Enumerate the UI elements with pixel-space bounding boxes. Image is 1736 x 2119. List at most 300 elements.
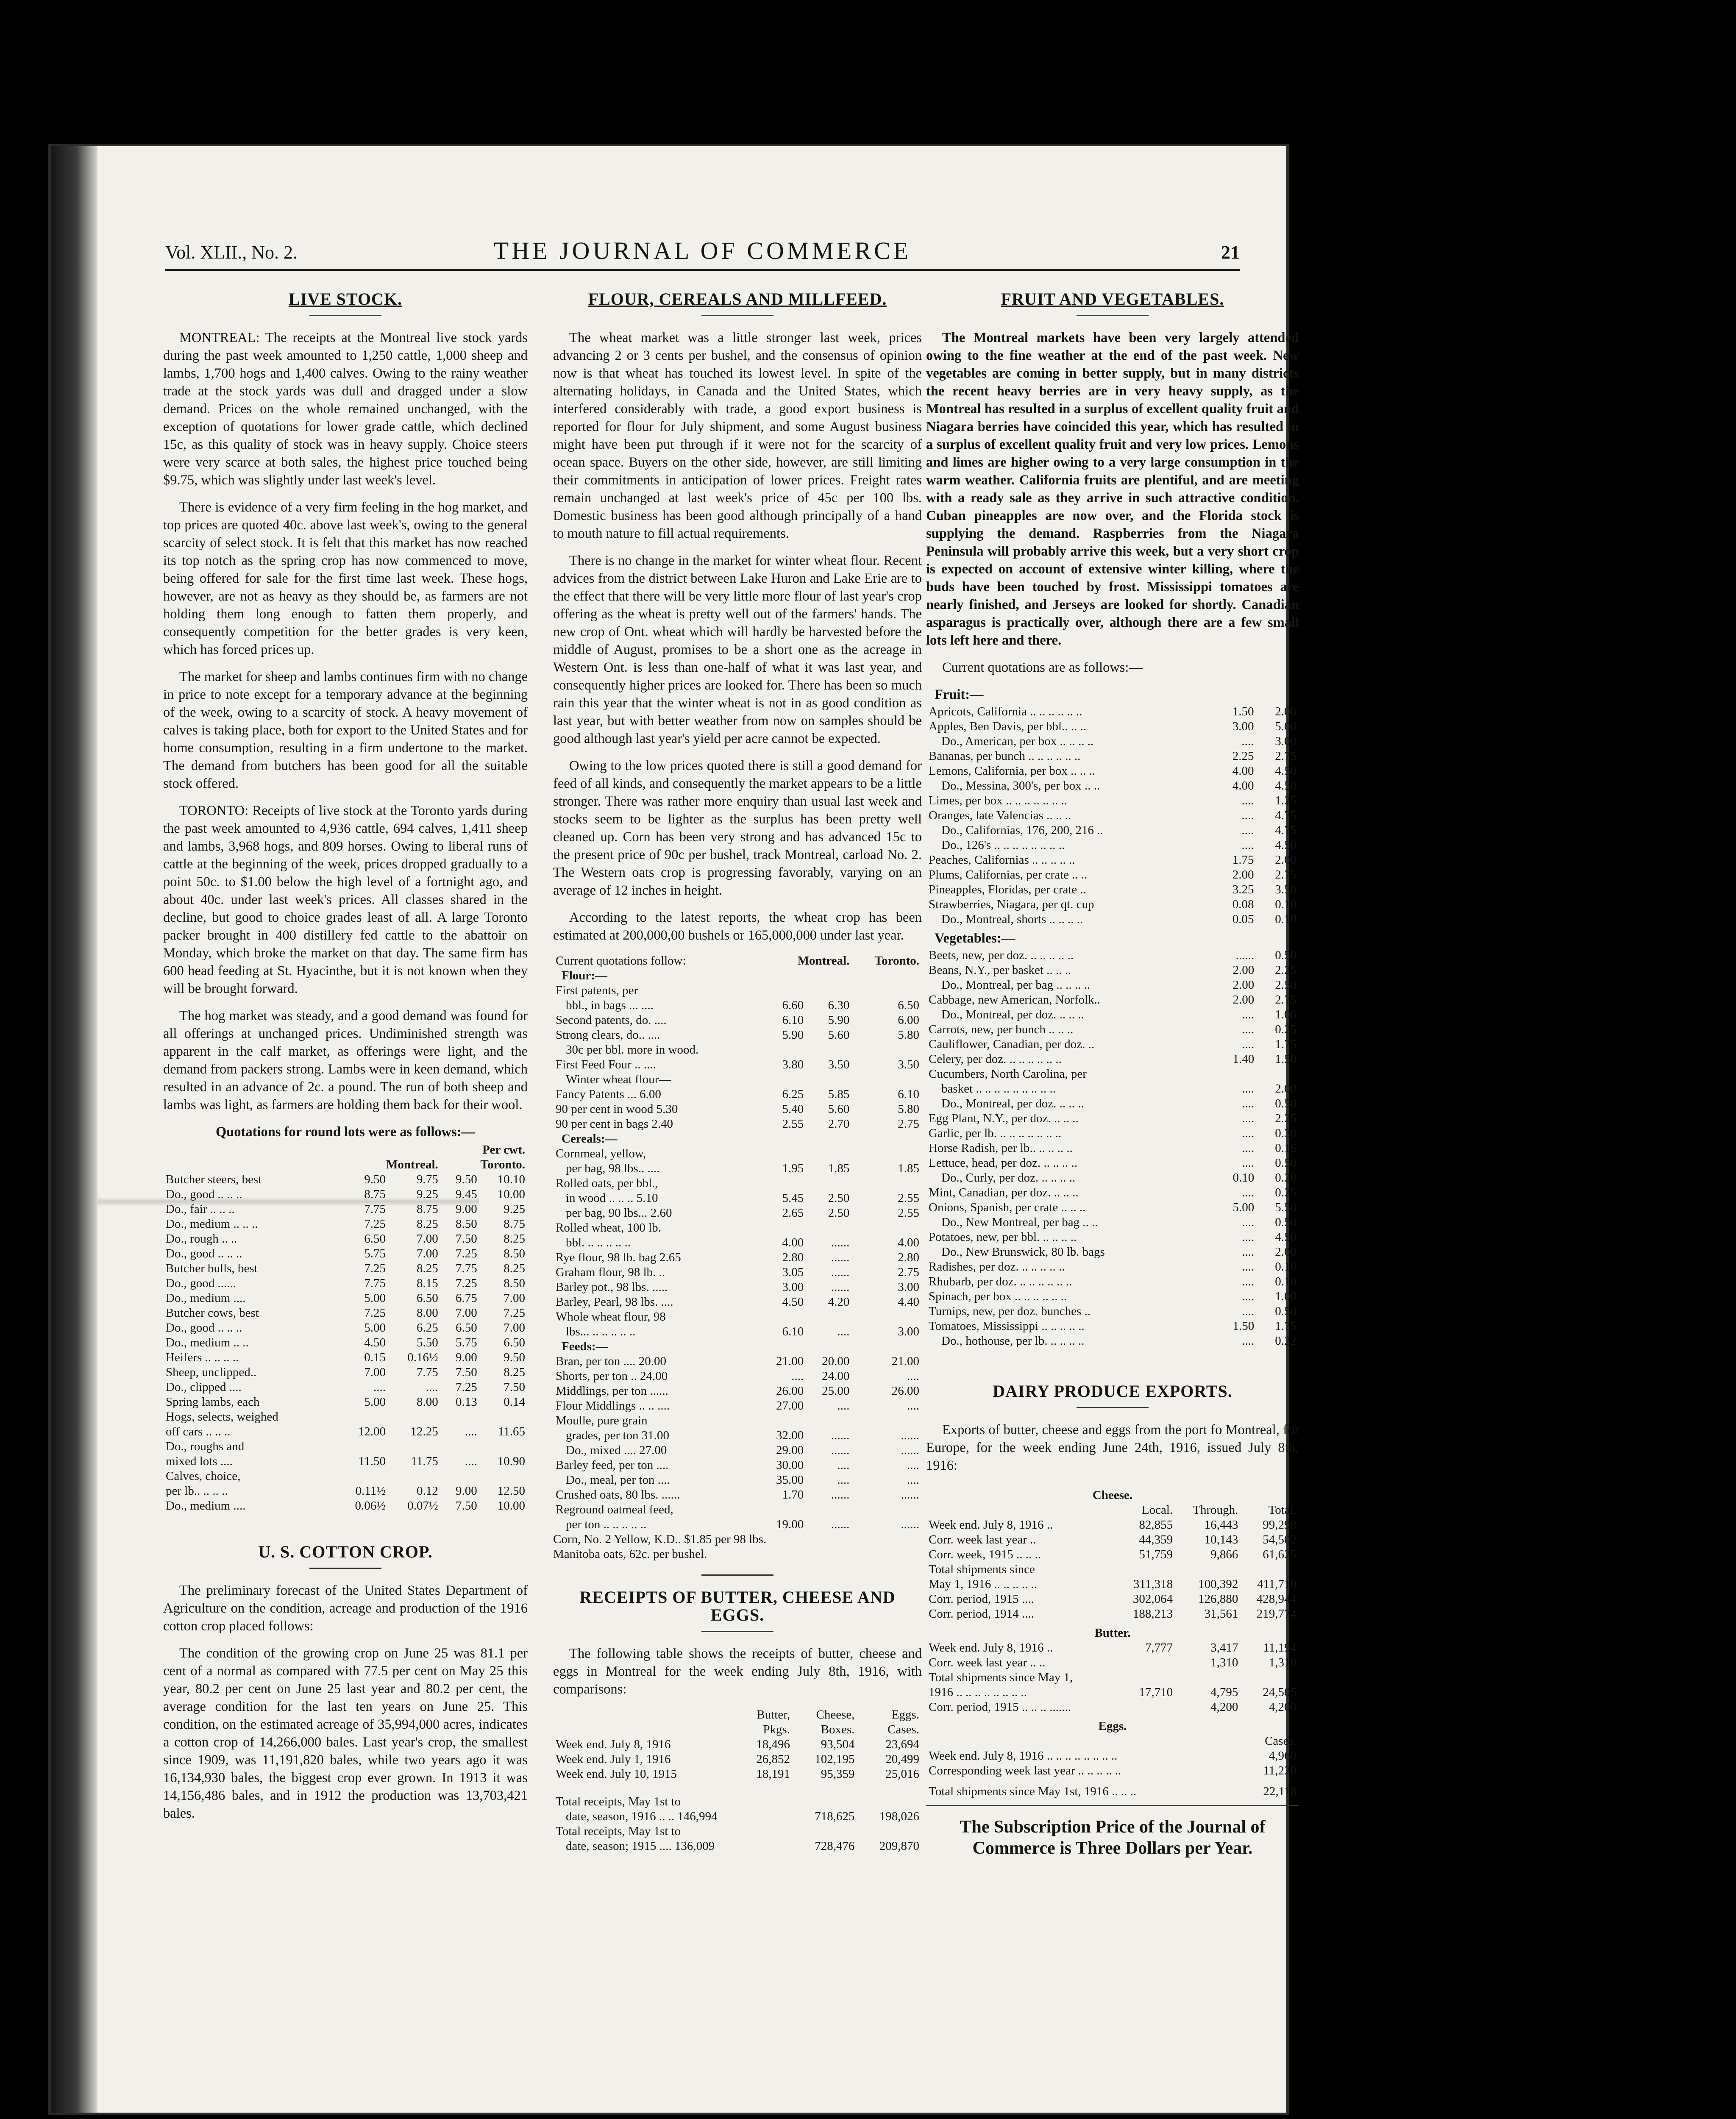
row-label: off cars .. .. .. [166,1425,231,1438]
row-label: Flour Middlings .. .. .... [556,1399,670,1413]
value-cell: 51,759 [1139,1548,1173,1561]
price-cell: .... [465,1454,477,1468]
price-cell: .... [837,1458,850,1472]
price-cell: 5.90 [782,1028,804,1042]
price-cell: 8.75 [504,1217,525,1231]
table-row [163,1424,528,1439]
table-row [553,1354,922,1369]
subheading-row [926,1484,1299,1503]
price-cell [806,1043,852,1057]
price-cell: 11.75 [411,1454,438,1468]
row-label: Lemons, California, per box .. .. .. [929,764,1096,778]
table-row [926,882,1299,897]
price-cell: 7.75 [456,1262,477,1275]
row-label: lbs... .. .. .. .. .. [566,1325,636,1338]
price-cell: 12.25 [410,1425,438,1438]
table-row [553,1072,922,1087]
price-cell: 8.50 [456,1217,477,1231]
value-cell: 54,502 [1263,1533,1296,1546]
table-row [163,1454,528,1469]
price-cell: 4.50 [1275,779,1296,793]
table-row [553,1295,922,1310]
row-label: basket .. .. .. .. .. .. .. .. .. [941,1082,1056,1096]
row-label: Onions, Spanish, per crate .. .. .. [929,1201,1086,1214]
column-header: Total. [1268,1503,1296,1517]
price-cell: 9.45 [456,1187,477,1201]
row-label: Bananas, per bunch .. .. .. .. .. .. [929,749,1081,763]
row-label: Rye flour, 98 lb. bag 2.65 [556,1251,681,1264]
price-cell [806,1146,852,1161]
price-cell: .... [1242,1082,1255,1096]
value-cell: 31,561 [1204,1607,1238,1621]
row-label: per bag, 98 lbs.. .... [566,1162,660,1175]
price-cell: 2.80 [898,1251,919,1264]
row-label: Corr. period, 1914 .... [929,1607,1034,1621]
price-cell: 2.55 [898,1191,919,1205]
price-cell: 3.05 [782,1265,804,1279]
row-label: Mint, Canadian, per doz. .. .. .. [929,1186,1079,1199]
row-label: Do., clipped .... [166,1380,242,1394]
price-cell: 2.50 [828,1206,850,1220]
table-subheading: Eggs. [1098,1719,1127,1733]
price-cell: .... [837,1399,850,1413]
row-label: per bag, 90 lbs... 2.60 [566,1206,672,1220]
column-header [926,1734,1241,1749]
table-row [926,838,1299,853]
price-cell [852,1339,922,1354]
price-cell: .... [1242,1097,1255,1110]
value-cell: 20,499 [885,1752,919,1766]
price-cell [388,1410,441,1424]
row-label: Fancy Patents ... 6.00 [556,1087,661,1101]
price-cell: .... [1242,1334,1255,1348]
table-row [553,1517,922,1532]
price-cell: .... [1241,838,1254,852]
row-label: Do., medium .. .. .. [166,1217,258,1231]
price-cell: 5.50 [417,1336,438,1349]
table-row [553,1384,922,1399]
price-cell: 2.25 [1275,1112,1296,1125]
price-cell: .... [1242,1275,1255,1288]
price-cell: .... [1242,1037,1255,1051]
row-label: Do., medium .... [166,1499,246,1513]
column-header-toronto: Toronto. [874,954,919,968]
row-label: Do., American, per box .. .. .. .. [941,734,1094,748]
fruit-heading: FRUIT AND VEGETABLES. [1001,289,1224,309]
row-label: date, season, 1916 .. .. 146,994 [566,1810,718,1823]
table-row [926,1655,1299,1670]
total-row [553,1824,922,1839]
fruit-table [926,704,1299,927]
price-cell: .... [1242,1215,1255,1229]
row-label: First patents, per [556,984,638,997]
price-cell: ...... [831,1251,850,1264]
heading-rule [1077,315,1149,316]
row-label: Beans, N.Y., per basket .. .. .. [929,963,1071,977]
price-cell: 7.00 [456,1306,477,1320]
table-row [163,1395,528,1410]
unit-header: Per cwt. [482,1143,525,1157]
price-cell: .... [1242,1008,1255,1021]
row-label: First Feed Four .. .... [556,1058,656,1071]
row-label: Do., good .. .. .. [166,1187,242,1201]
price-cell: 5.00 [1232,1201,1255,1214]
table-row [163,1410,528,1424]
row-label: Winter wheat flour— [566,1073,671,1086]
price-cell: 4.00 [782,1236,804,1249]
table-row [926,1289,1299,1304]
column-header-toronto: Toronto. [480,1158,525,1171]
value-cell: 1,310 [1269,1656,1296,1669]
price-cell: 1.85 [898,1162,919,1175]
total-label: Total receipts, May 1st to [556,1824,681,1838]
row-label: Do., Montreal, shorts .. .. .. .. [941,912,1083,926]
table-row [926,823,1299,838]
row-label: Rolled wheat, 100 lb. [556,1221,661,1235]
dairy-intro: Exports of butter, cheese and eggs from the port fo Montreal, for Europe, for the week ending June 24th, 1916, issued July 8th, 1916: [926,1422,1299,1473]
row-label: in wood .. .. .. 5.10 [566,1191,658,1205]
row-label: Turnips, new, per doz. bunches .. [929,1304,1091,1318]
row-label: Carrots, new, per bunch .. .. .. [929,1023,1074,1036]
table-row [553,1087,922,1102]
price-cell [806,1339,852,1354]
cotton-heading: U. S. COTTON CROP. [258,1542,433,1561]
price-cell: 5.85 [828,1087,850,1101]
value-cell: 18,496 [756,1738,790,1751]
price-cell: 8.50 [504,1247,525,1260]
row-label: Cauliflower, Canadian, per doz. .. [929,1037,1095,1051]
value-cell: 9,866 [1210,1548,1238,1561]
table-row [553,1488,922,1502]
page-binding-edge [51,146,97,2113]
row-label: Do., Curly, per doz. .. .. .. .. [941,1171,1076,1185]
table-subheading: Cheese. [1092,1488,1133,1502]
row-label: Horse Radish, per lb.. .. .. .. .. [929,1141,1073,1155]
price-cell: ...... [901,1488,919,1502]
price-cell: 30.00 [776,1458,804,1472]
value-cell: 126,880 [1198,1592,1238,1606]
price-cell: 0.50 [1275,1097,1296,1110]
price-cell: 25.00 [822,1384,850,1398]
table-row [926,1126,1299,1141]
fruit-quotations-intro: Current quotations are as follows:— [942,660,1143,675]
table-row [926,1274,1299,1289]
price-cell: .... [1242,1230,1255,1244]
value-cell: 102,195 [815,1752,855,1766]
price-cell: 7.25 [364,1306,386,1320]
price-cell: 1.75 [1275,1037,1296,1051]
row-label: Middlings, per ton ...... [556,1384,668,1398]
price-cell: .... [1242,1141,1255,1155]
flour-paragraph: The wheat market was a little stronger last week, prices advancing 2 or 3 cents per bushel, and the consensus of opinion now is that wheat has touched its lowest level. In spite of the alternating holidays, in Canada and the United States, which interfered considerably with trade, a good export business is reported for flour for July shipment, and some August business might have been put through if it were not for the scarcity of ocean space. Buyers on the other side, however, are still limiting their commitments in anticipation of lower prices. Freight rates remain unchanged at last week's price of 45c per 100 lbs. Domestic business has been good although principally of a hand to mouth nature to fill actual requirements. [553,330,922,541]
price-cell: ...... [831,1280,850,1294]
price-cell: 1.25 [1275,794,1296,807]
price-cell [760,1072,806,1087]
table-row [553,1428,922,1443]
price-cell: 7.00 [417,1232,438,1246]
row-label: Second patents, do. .... [556,1013,667,1027]
dairy-heading: DAIRY PRODUCE EXPORTS. [993,1382,1232,1401]
table-header [336,1143,441,1157]
price-cell: 4.20 [828,1295,850,1309]
row-label: Barley pot., 98 lbs. ..... [556,1280,668,1294]
price-cell: 6.75 [456,1291,477,1305]
price-cell: 3.50 [1275,883,1296,896]
row-label: Whole wheat flour, 98 [556,1310,666,1324]
price-cell: 2.00 [1232,868,1254,882]
table-row [926,993,1299,1007]
value-cell: 311,318 [1133,1577,1173,1591]
column-header [553,1722,736,1737]
price-cell: 1.85 [828,1162,850,1175]
price-cell [760,1146,806,1161]
row-label: Graham flour, 98 lb. .. [556,1265,665,1279]
value-cell: 24,505 [1263,1685,1296,1699]
price-cell: 2.50 [1275,978,1296,992]
price-cell [806,968,852,983]
price-cell: 21.00 [776,1354,804,1368]
price-cell: 8.75 [364,1187,386,1201]
table-row [926,1200,1299,1215]
column-header-montreal: Montreal. [797,954,850,968]
table-row [926,868,1299,882]
price-cell [806,1132,852,1146]
price-cell: 0.07½ [407,1499,438,1513]
price-cell: 8.15 [417,1276,438,1290]
price-cell [806,983,852,998]
row-label: Garlic, per lb. .. .. .. .. .. .. .. [929,1126,1062,1140]
row-label: Do., meal, per ton .... [566,1473,670,1487]
live-stock-table [163,1143,528,1513]
vegetables-subheading: Vegetables:— [935,931,1015,946]
section-rule [701,1574,773,1576]
value-cell: 26,852 [756,1752,790,1766]
price-cell: 2.50 [828,1191,850,1205]
row-label: grades, per ton 31.00 [566,1429,670,1442]
table-row [926,1171,1299,1185]
table-row [553,1737,922,1752]
price-cell: 5.80 [898,1102,919,1116]
table-subheading: Butter. [1094,1626,1131,1640]
price-cell: 11.50 [358,1454,386,1468]
table-row [163,1335,528,1350]
value-cell: 44,359 [1139,1533,1173,1546]
price-cell: 0.10 [1232,1171,1255,1185]
price-cell [336,1469,388,1484]
table-row [553,1117,922,1132]
price-cell: 3.00 [1232,720,1254,733]
row-label: Barley feed, per ton .... [556,1458,669,1472]
price-cell [852,1132,922,1146]
table-row [926,1007,1299,1022]
price-cell: 1.75 [1232,853,1254,867]
price-cell: 9.00 [456,1202,477,1216]
row-label: Do., Californias, 176, 200, 216 .. [941,823,1103,837]
row-label: Do., Montreal, per bag .. .. .. .. [941,978,1091,992]
price-cell: 4.40 [898,1295,919,1309]
value-cell: 4,960 [1269,1749,1296,1763]
row-label: Potatoes, new, per bbl. .. .. .. .. [929,1230,1077,1244]
table-row [163,1202,528,1217]
price-cell: .... [1242,1260,1255,1274]
price-cell: 7.00 [417,1247,438,1260]
column-header [553,1707,736,1722]
value-cell: 411,710 [1257,1577,1296,1591]
value-cell: 82,855 [1139,1518,1173,1532]
manitoba-quote: Manitoba oats, 62c. per bushel. [553,1547,707,1561]
fruit-subheading: Fruit:— [935,687,984,702]
row-label: bbl. .. .. .. .. .. [566,1236,631,1249]
row-label: Lettuce, head, per doz. .. .. .. .. [929,1156,1078,1170]
row-label: 30c per bbl. more in wood. [566,1043,699,1057]
table-row [553,1221,922,1235]
price-cell: 5.60 [828,1102,850,1116]
price-cell [760,1221,806,1235]
value-cell: 10,143 [1204,1533,1238,1546]
newspaper-page [51,146,1299,2113]
table-row [553,1265,922,1280]
price-cell [852,1221,922,1235]
price-cell: 2.75 [898,1265,919,1279]
table-row [926,1037,1299,1052]
row-label: Butcher steers, best [166,1173,262,1186]
flour-table [553,954,922,1532]
table-row [926,1592,1299,1607]
subheading-row [926,1621,1299,1641]
row-label: Butcher bulls, best [166,1262,258,1275]
table-header-row [553,1707,922,1722]
row-label: Do., Montreal, per doz. .. .. .. [941,1008,1084,1021]
dairy-table [926,1484,1299,1799]
price-cell: 6.25 [782,1087,804,1101]
price-cell: 0.16 [1275,1141,1296,1155]
table-row [553,1502,922,1517]
value-cell: 7,777 [1145,1641,1173,1655]
table-row [553,1057,922,1072]
value-cell: 17,710 [1139,1685,1173,1699]
price-cell: .... [907,1369,919,1383]
price-cell: .... [1242,1112,1255,1125]
table-row [553,1280,922,1295]
table-row [926,912,1299,927]
value-cell: 18,191 [756,1767,790,1781]
price-cell: 9.25 [504,1202,525,1216]
price-cell: 6.10 [782,1325,804,1338]
price-cell: 0.10 [1275,1275,1296,1288]
table-row [163,1261,528,1276]
price-cell: 2.00 [1232,963,1255,977]
table-row [553,1339,922,1354]
column-header: Boxes. [821,1723,855,1736]
table-row [553,1132,922,1146]
vegetables-table [926,948,1299,1349]
table-row [926,1607,1299,1621]
row-label: Do., medium .. .. [166,1336,249,1349]
price-cell: 0.50 [1275,1304,1296,1318]
table-row [163,1276,528,1291]
table-row [926,1763,1299,1778]
table-row [926,1319,1299,1334]
price-cell [760,968,806,983]
column-header: Local. [1141,1503,1173,1517]
price-cell: 12.50 [497,1484,525,1498]
price-cell [441,1439,480,1454]
price-cell: 0.25 [1275,1186,1296,1199]
column-header-montreal: Montreal. [386,1158,438,1171]
subheading-row [926,1715,1299,1734]
price-cell [852,1310,922,1324]
price-cell: .... [907,1458,919,1472]
value-cell: 428,944 [1256,1592,1296,1606]
price-cell: 3.25 [1232,883,1254,896]
row-label: Cornmeal, yellow, [556,1147,646,1160]
price-cell: 6.50 [504,1336,525,1349]
price-cell: ...... [831,1429,850,1442]
row-label: Hogs, selects, weighed [166,1410,278,1424]
column-left [163,286,528,1832]
price-cell [760,983,806,998]
price-cell: 0.20 [1275,1171,1296,1185]
price-cell [852,968,922,983]
price-cell: 3.50 [898,1058,919,1071]
row-label: Week end. July 8, 1916 .. [929,1641,1053,1655]
price-cell: 7.00 [504,1321,525,1335]
price-cell: .... [907,1473,919,1487]
price-cell [852,1072,922,1087]
table-row [926,704,1299,719]
row-label: Crushed oats, 80 lbs. ...... [556,1488,680,1502]
price-cell [441,1469,480,1484]
receipts-heading: RECEIPTS OF BUTTER, CHEESE AND EGGS. [579,1588,896,1624]
price-cell [806,1221,852,1235]
row-label: Sheep, unclipped.. [166,1365,257,1379]
price-cell: 8.25 [504,1232,525,1246]
value-cell: 23,694 [885,1738,919,1751]
price-cell: .... [1242,1304,1255,1318]
row-label: mixed lots .... [166,1454,233,1468]
row-label: Do., New Montreal, per bag .. .. [941,1215,1098,1229]
price-cell: .... [426,1380,438,1394]
price-cell: 2.00 [1232,993,1255,1007]
heading-rule [309,1568,381,1569]
row-label: Feeds:— [562,1340,608,1353]
price-cell: ...... [901,1443,919,1457]
row-label: Cabbage, new American, Norfolk.. [929,993,1101,1007]
column-middle [553,286,922,1854]
column-header: Cheese, [816,1708,855,1721]
price-cell: 9.75 [417,1173,438,1186]
row-label: Spring lambs, each [166,1395,260,1409]
spacer-row [553,1782,922,1794]
table-row [553,1443,922,1458]
total-label: Total shipments since [929,1563,1035,1576]
price-cell: 5.00 [1275,720,1296,733]
table-row [163,1380,528,1395]
price-cell: .... [837,1325,850,1338]
value-cell: 11,194 [1263,1641,1296,1655]
price-cell: 1.50 [1275,1052,1296,1066]
price-cell: 5.50 [1275,1201,1296,1214]
price-cell: .... [907,1399,919,1413]
row-label: Tomatoes, Mississippi .. .. .. .. .. [929,1319,1085,1333]
price-cell: 7.50 [456,1365,477,1379]
table-row [926,1518,1299,1532]
price-cell: 0.05 [1232,912,1254,926]
table-row [926,1141,1299,1156]
table-row [926,1185,1299,1200]
value-cell: 302,064 [1132,1592,1173,1606]
price-cell: 7.50 [504,1380,525,1394]
